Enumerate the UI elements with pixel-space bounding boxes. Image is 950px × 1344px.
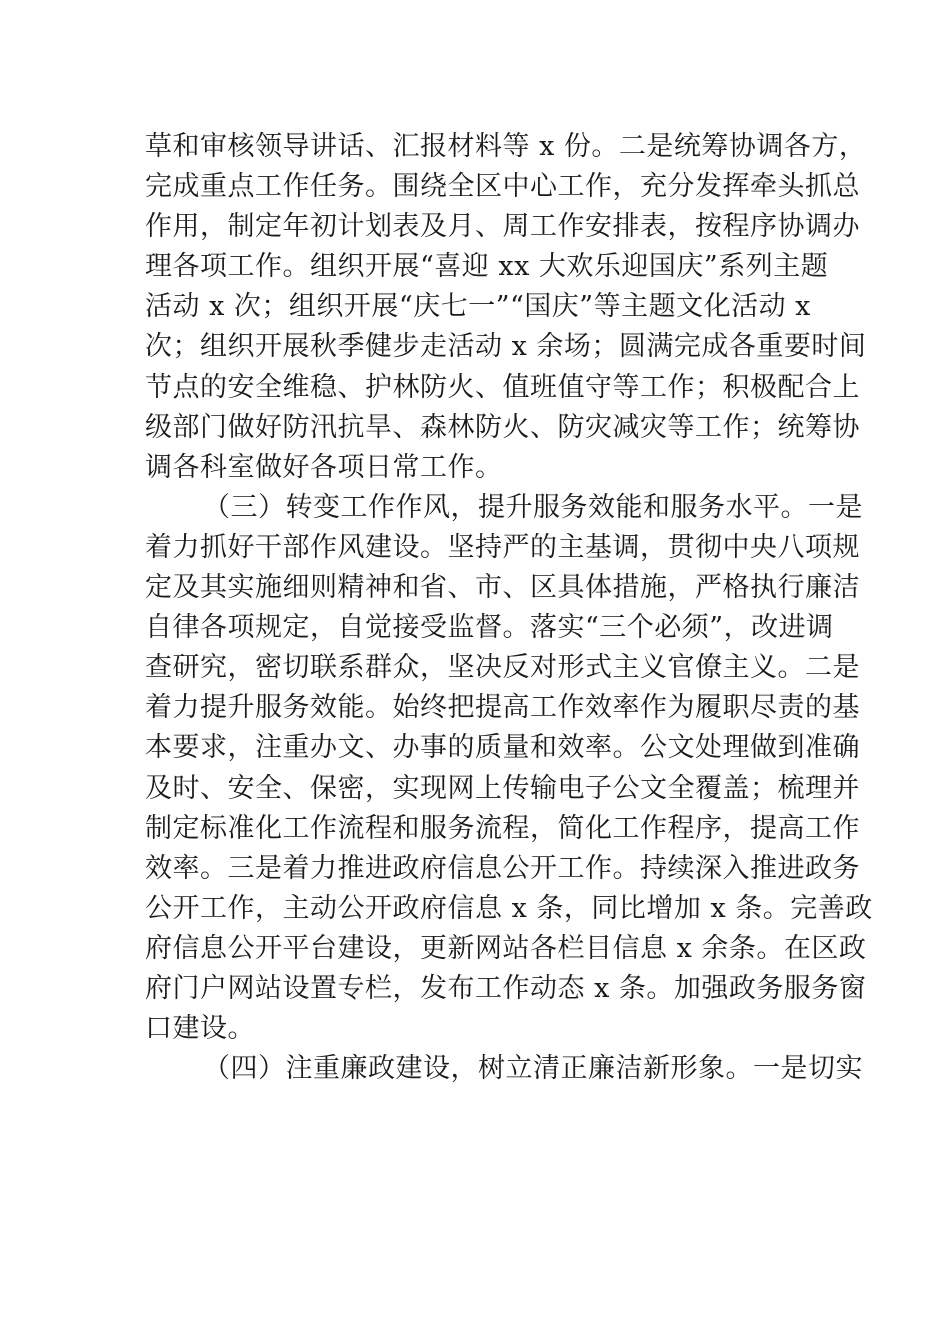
- text-line: 节点的安全维稳、护林防火、值班值守等工作；积极配合上: [145, 371, 860, 403]
- section-heading-line: （三）转变工作作风，提升服务效能和服务水平。一是: [203, 491, 863, 523]
- section-heading-line: （四）注重廉政建设，树立清正廉洁新形象。一是切实: [203, 1053, 863, 1085]
- text-line: 查研究，密切联系群众，坚决反对形式主义官僚主义。二是: [145, 652, 860, 684]
- text-line: 本要求，注重办文、办事的质量和效率。公文处理做到准确: [145, 732, 860, 764]
- text-line: 理各项工作。组织开展“喜迎 xx 大欢乐迎国庆”系列主题: [145, 251, 829, 283]
- paragraph-section-three: [145, 488, 873, 1049]
- text-line: 完成重点工作任务。围绕全区中心工作，充分发挥牵头抓总: [145, 171, 860, 203]
- text-line: 次；组织开展秋季健步走活动 x 余场；圆满完成各重要时间: [145, 331, 867, 363]
- text-line: 制定标准化工作流程和服务流程，简化工作程序，提高工作: [145, 812, 860, 844]
- text-line: 活动 x 次；组织开展“庆七一”“国庆”等主题文化活动 x: [145, 291, 811, 323]
- paragraph-work-tasks: [145, 127, 867, 488]
- text-line: 着力提升服务效能。始终把提高工作效率作为履职尽责的基: [145, 692, 860, 724]
- text-line: 府信息公开平台建设，更新网站各栏目信息 x 余条。在区政: [145, 932, 867, 964]
- paragraph-section-four: [145, 1049, 863, 1089]
- document-body: [145, 127, 873, 1089]
- text-line: 着力抓好干部作风建设。坚持严的主基调，贯彻中央八项规: [145, 531, 860, 563]
- text-line: 公开工作，主动公开政府信息 x 条，同比增加 x 条。完善政: [145, 892, 873, 924]
- text-line: 作用，制定年初计划表及月、周工作安排表，按程序协调办: [145, 211, 860, 243]
- text-line: 调各科室做好各项日常工作。: [145, 451, 503, 483]
- text-line: 自律各项规定，自觉接受监督。落实“三个必须”，改进调: [145, 612, 834, 644]
- text-line: 级部门做好防汛抗旱、森林防火、防灾减灾等工作；统筹协: [145, 411, 860, 443]
- text-line: 效率。三是着力推进政府信息公开工作。持续深入推进政务: [145, 852, 860, 884]
- text-line: 口建设。: [145, 1013, 255, 1045]
- text-line: 草和审核领导讲话、汇报材料等 x 份。二是统筹协调各方，: [145, 131, 867, 162]
- text-line: 及时、安全、保密，实现网上传输电子公文全覆盖；梳理并: [145, 772, 860, 804]
- text-line: 定及其实施细则精神和省、市、区具体措施，严格执行廉洁: [145, 572, 860, 604]
- text-line: 府门户网站设置专栏，发布工作动态 x 条。加强政务服务窗: [145, 972, 867, 1004]
